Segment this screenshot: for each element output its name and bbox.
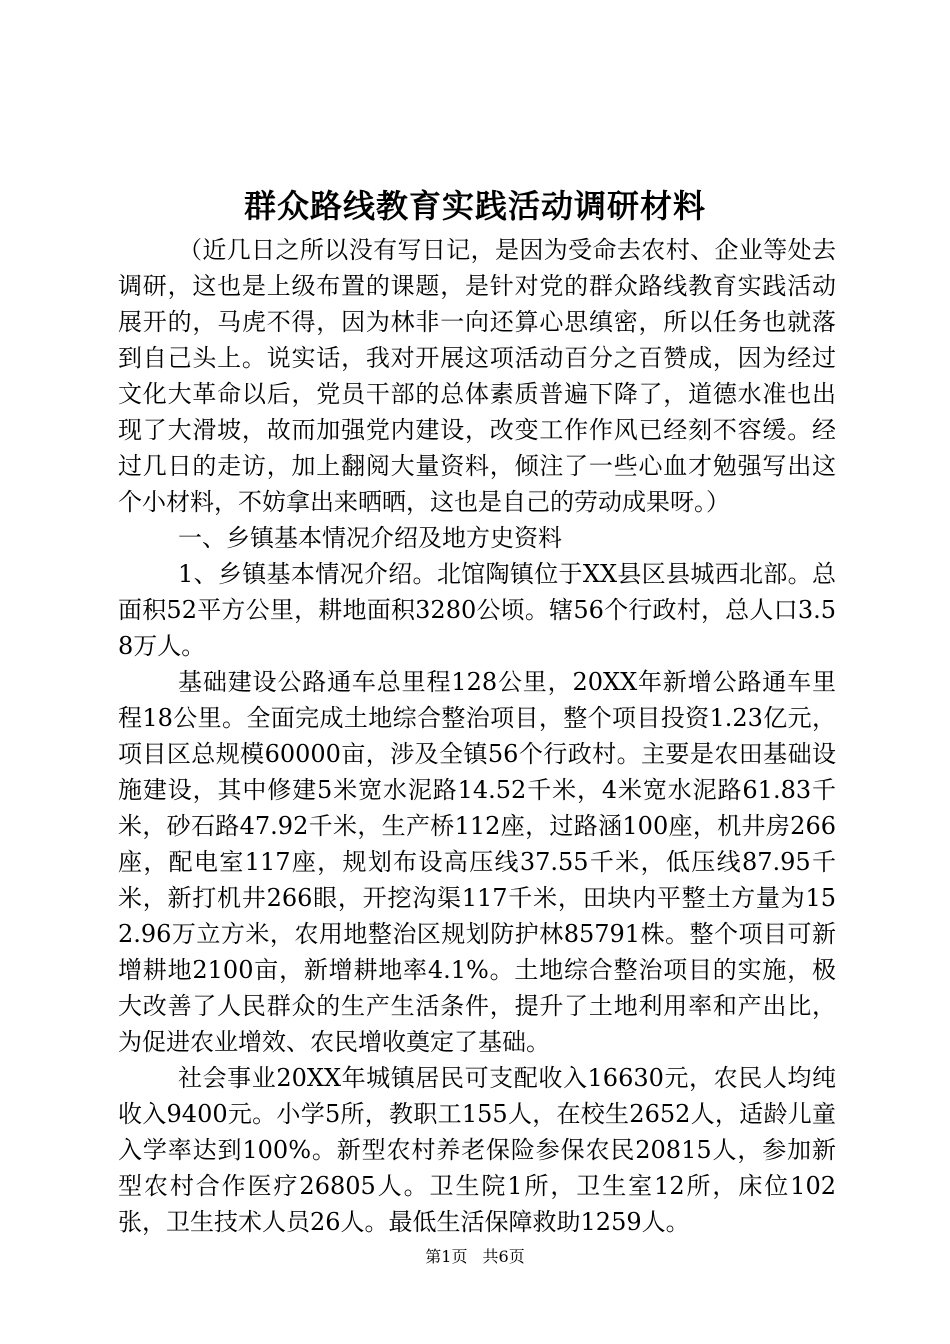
document-title: 群众路线教育实践活动调研材料 [243,187,706,225]
intro-paragraph: （近几日之所以没有写日记，是因为受命去农村、企业等处去调研，这也是上级布置的课题，是针对党的群众路线教育实践活动展开的，马虎不得，因为林非一向还算心思缜密，所以任务也就落到自己头上。说实话，我对开展这项活动百分之百赞成，因为经过文化大革命以后，党员干部的总体素质普遍下降了，道德水准也出现了大滑坡，故而加强党内建设，改变工作作风已经刻不容缓。经过几日的走访，加上翻阅大量资料，倾注了一些心血才勉强写出这个小材料，不妨拿出来晒晒，这也是自己的劳动成果呀。） [118,236,836,516]
body-paragraph: 社会事业20XX年城镇居民可支配收入16630元，农民人均纯收入9400元。小学5所，教职工155人，在校生2652人，适龄儿童入学率达到100%。新型农村养老保险参保农民20815人，参加新型农村合作医疗26805人。卫生院1所，卫生室12所，床位102张，卫生技术人员26人。最低生活保障救助1259人。 [118,1064,836,1236]
page-number: 第1页 [425,1247,468,1266]
document-body [118,232,836,1240]
page-total: 共6页 [482,1247,525,1266]
section-heading: 一、乡镇基本情况介绍及地方史资料 [178,524,562,552]
body-paragraph: 1、乡镇基本情况介绍。北馆陶镇位于XX县区县城西北部。总面积52平方公里，耕地面积3280公顷。辖56个行政村，总人口3.58万人。 [118,560,836,660]
body-paragraph: 基础建设公路通车总里程128公里，20XX年新增公路通车里程18公里。全面完成土地综合整治项目，整个项目投资1.23亿元，项目区总规模60000亩，涉及全镇56个行政村。主要是农田基础设施建设，其中修建5米宽水泥路14.52千米，4米宽水泥路61.83千米，砂石路47.92千米，生产桥112座，过路涵100座，机井房266座，配电室117座，规划布设高压线37.55千米，低压线87.95千米，新打机井266眼，开挖沟渠117千米，田块内平整土方量为152.96万立方米，农用地整治区规划防护林85791株。整个项目可新增耕地2100亩，新增耕地率4.1%。土地综合整治项目的实施，极大改善了人民群众的生产生活条件，提升了土地利用率和产出比，为促进农业增效、农民增收奠定了基础。 [118,668,836,1056]
page-footer [0,1246,950,1268]
